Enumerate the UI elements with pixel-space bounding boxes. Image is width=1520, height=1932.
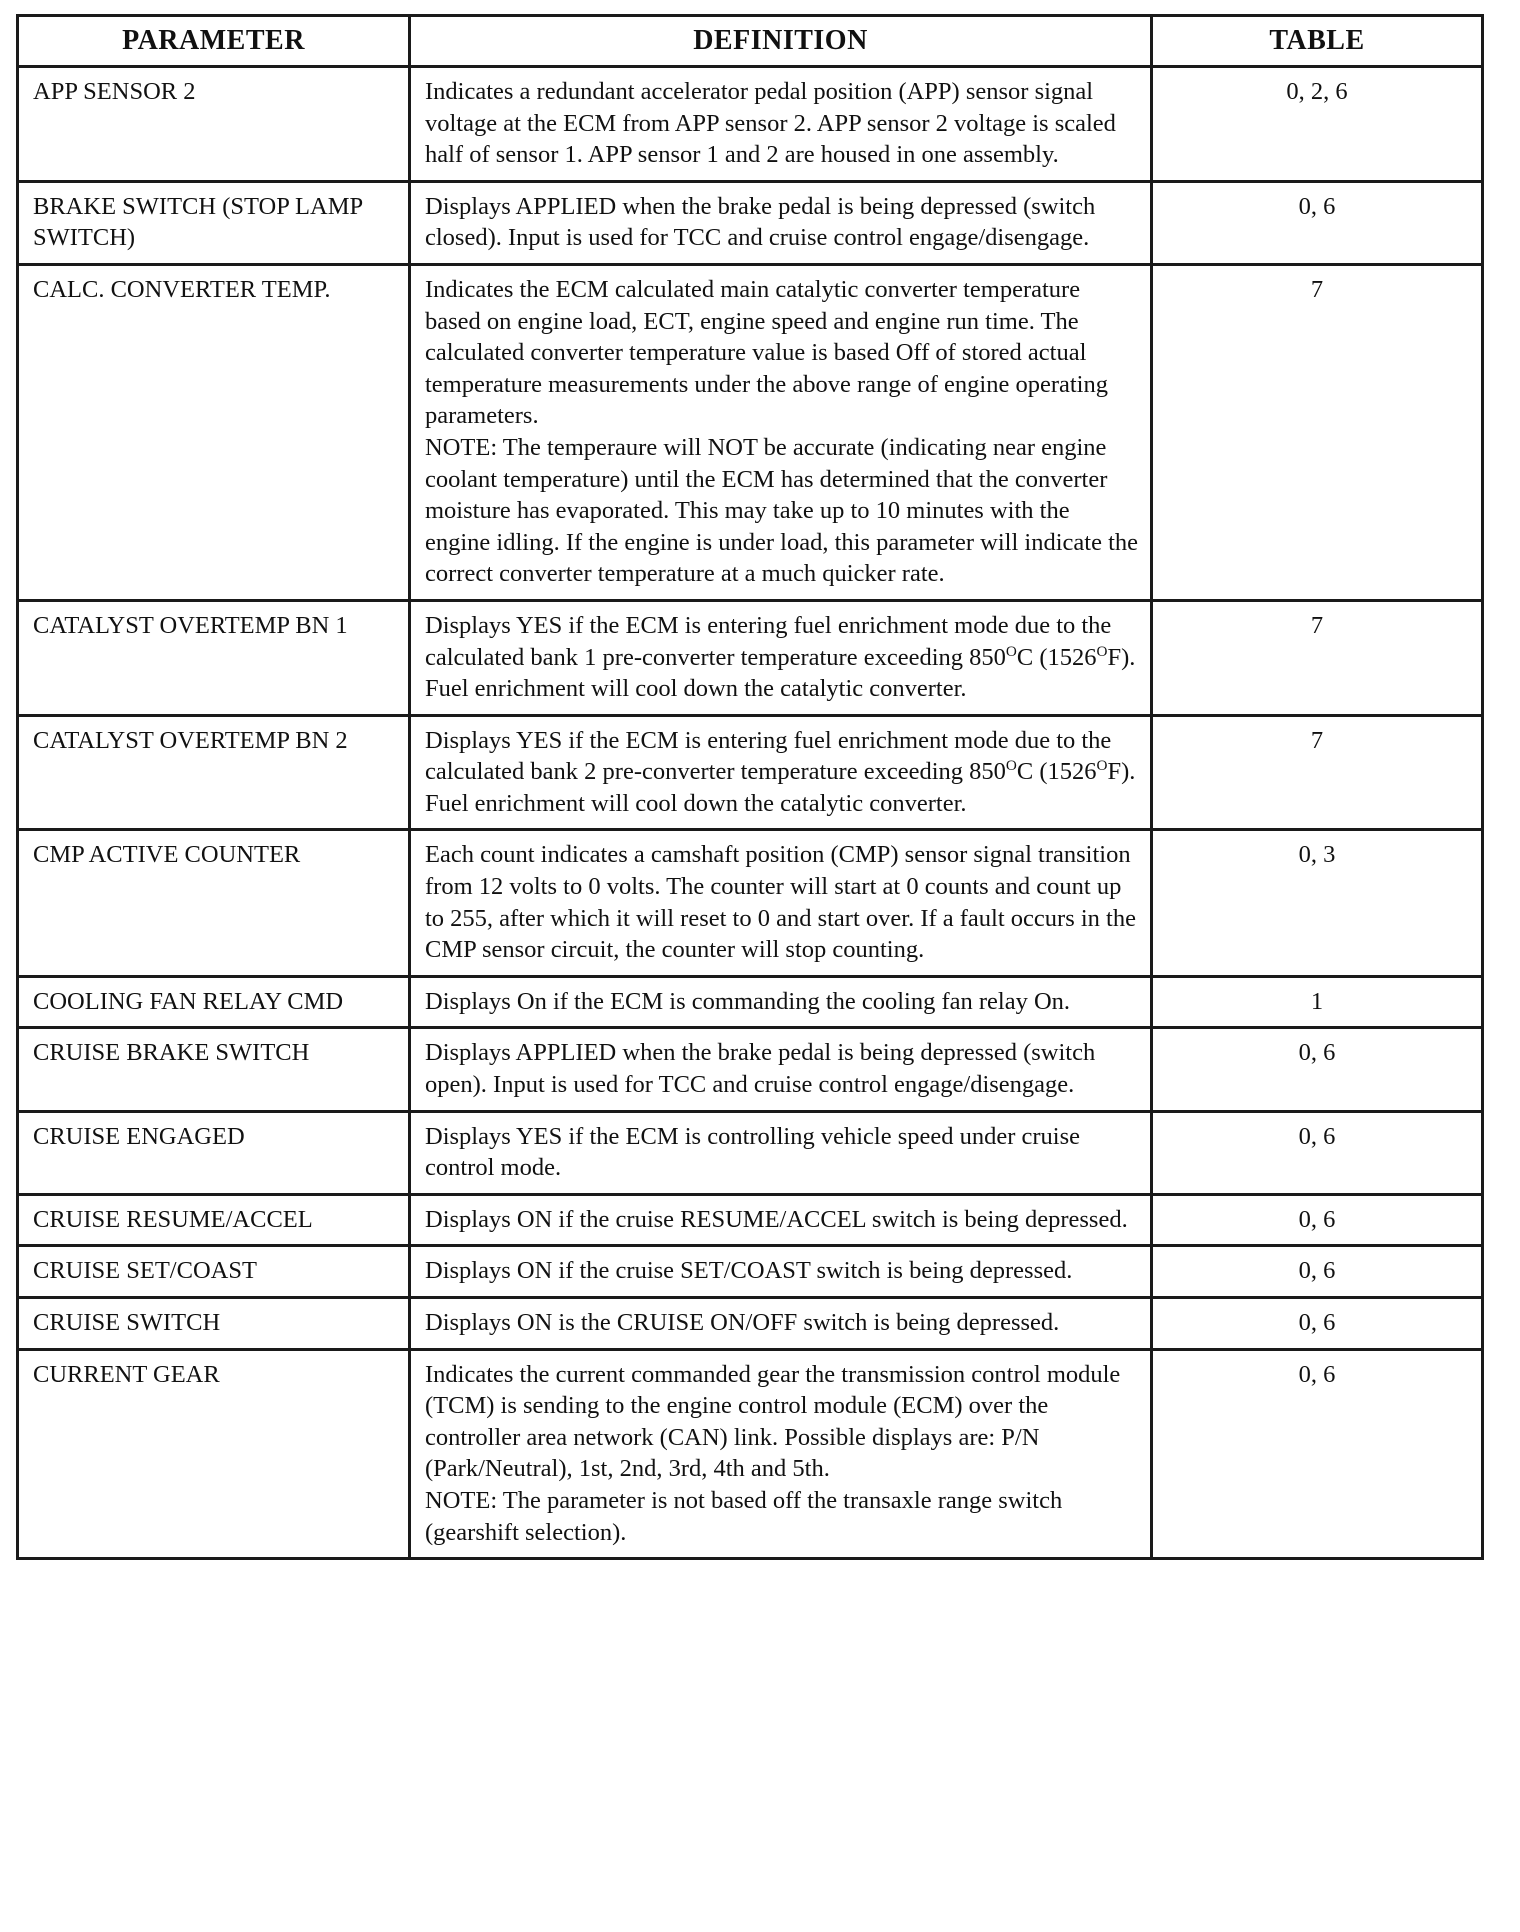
table-cell: 0, 3: [1152, 830, 1483, 976]
definition-text: Displays ON if the cruise SET/COAST switch is being depressed.: [425, 1257, 1073, 1285]
definition-note: NOTE: The parameter is not based off the transaxle range switch (gearshift selection).: [425, 1486, 1063, 1546]
definition-text: Indicates the ECM calculated main catalytic converter temperature based on engine load, ECT, engine speed and engine run time. The calculated converter temperature value is based Off of stored actual temperature measurements under the above range of engine operating parameters.: [425, 275, 1108, 430]
definition-cell: [410, 1111, 1152, 1194]
definition-text: Displays ON if the cruise RESUME/ACCEL switch is being depressed.: [425, 1205, 1128, 1233]
table-row: [18, 830, 1483, 976]
header-row: [18, 16, 1483, 67]
definition-text: Indicates a redundant accelerator pedal position (APP) sensor signal voltage at the ECM from APP sensor 2. APP sensor 2 voltage is scaled half of sensor 1. APP sensor 1 and 2 are housed in one assembly.: [425, 78, 1116, 169]
definition-cell: [410, 976, 1152, 1028]
table-cell: 7: [1152, 264, 1483, 600]
definition-cell: [410, 264, 1152, 600]
degree-symbol: O: [1005, 757, 1017, 775]
definition-cell: [410, 181, 1152, 264]
table-cell: 7: [1152, 715, 1483, 830]
table-cell: 0, 6: [1152, 1349, 1483, 1559]
definition-text: Displays APPLIED when the brake pedal is being depressed (switch closed). Input is used for TCC and cruise control engage/disengage.: [425, 192, 1096, 252]
table-row: [18, 181, 1483, 264]
parameter-cell: APP SENSOR 2: [18, 67, 410, 182]
parameter-cell: CATALYST OVERTEMP BN 1: [18, 600, 410, 715]
table-row: [18, 600, 1483, 715]
table-row: [18, 1246, 1483, 1298]
definition-text: Displays On if the ECM is commanding the cooling fan relay On.: [425, 987, 1071, 1015]
definition-cell: [410, 830, 1152, 976]
header-definition: DEFINITION: [410, 16, 1152, 67]
header-table: TABLE: [1152, 16, 1483, 67]
parameter-cell: COOLING FAN RELAY CMD: [18, 976, 410, 1028]
degree-symbol: O: [1096, 642, 1108, 660]
definition-cell: [410, 1246, 1152, 1298]
table-row: [18, 715, 1483, 830]
table-row: [18, 1111, 1483, 1194]
table-row: [18, 1298, 1483, 1350]
table-row: [18, 1194, 1483, 1246]
parameter-cell: CALC. CONVERTER TEMP.: [18, 264, 410, 600]
table-row: [18, 1028, 1483, 1111]
table-cell: 0, 6: [1152, 181, 1483, 264]
definition-text: Displays ON is the CRUISE ON/OFF switch is being depressed.: [425, 1309, 1060, 1336]
definition-text: Each count indicates a camshaft position (CMP) sensor signal transition from 12 volts to 0 volts. The counter will start at 0 counts and count up to 255, after which it will reset to 0 and start over. If a fault occurs in the CMP sensor circuit, the counter will stop counting.: [425, 841, 1136, 964]
parameter-cell: CRUISE SET/COAST: [18, 1246, 410, 1298]
parameter-cell: CURRENT GEAR: [18, 1349, 410, 1559]
definition-cell: Displays YES if the ECM is entering fuel enrichment mode due to the calculated bank 2 pre-converter temperature exceeding $850^OC$ $(1526^OF)$. Fuel enrichment will cool down the catalytic converter.: [410, 715, 1152, 830]
degree-symbol: O: [1096, 757, 1108, 775]
definition-cell: [410, 1298, 1152, 1350]
table-cell: 0, 6: [1152, 1298, 1483, 1350]
table-cell: 0, 6: [1152, 1246, 1483, 1298]
parameter-cell: BRAKE SWITCH (STOP LAMP SWITCH): [18, 181, 410, 264]
degree-symbol: O: [1005, 642, 1017, 660]
header-parameter: PARAMETER: [18, 16, 410, 67]
parameter-cell: CRUISE SWITCH: [18, 1298, 410, 1350]
definition-cell: [410, 1028, 1152, 1111]
table-cell: 0, 6: [1152, 1028, 1483, 1111]
table-row: [18, 976, 1483, 1028]
parameter-cell: CRUISE BRAKE SWITCH: [18, 1028, 410, 1111]
definition-note: NOTE: The temperaure will NOT be accurate (indicating near engine coolant temperature) until the ECM has determined that the converter moisture has evaporated. This may take up to 10 minutes with the engine idling. If the engine is under load, this parameter will indicate the correct converter temperature at a much quicker rate.: [425, 433, 1139, 588]
definition-cell: [410, 1194, 1152, 1246]
table-row: [18, 264, 1483, 600]
table-row: [18, 1349, 1483, 1559]
definition-cell: [410, 1349, 1152, 1559]
definition-text: Displays YES if the ECM is controlling vehicle speed under cruise control mode.: [425, 1122, 1081, 1182]
definition-text: Indicates the current commanded gear the transmission control module (TCM) is sending to the engine control module (ECM) over the controller area network (CAN) link. Possible displays are: P/N (Park/Neutral), 1st, 2nd, 3rd, 4th and 5th.: [425, 1360, 1121, 1483]
parameter-cell: CATALYST OVERTEMP BN 2: [18, 715, 410, 830]
table-cell: 1: [1152, 976, 1483, 1028]
parameter-cell: CMP ACTIVE COUNTER: [18, 830, 410, 976]
parameter-table: [16, 14, 1484, 1560]
definition-text: Displays APPLIED when the brake pedal is being depressed (switch open). Input is used for TCC and cruise control engage/disengage.: [425, 1039, 1096, 1099]
table-cell: 0, 6: [1152, 1111, 1483, 1194]
parameter-cell: CRUISE ENGAGED: [18, 1111, 410, 1194]
definition-cell: Displays YES if the ECM is entering fuel enrichment mode due to the calculated bank 1 pre-converter temperature exceeding $850^OC$ $(1526^OF)$. Fuel enrichment will cool down the catalytic converter.: [410, 600, 1152, 715]
table-row: [18, 67, 1483, 182]
table-cell: 7: [1152, 600, 1483, 715]
table-cell: 0, 2, 6: [1152, 67, 1483, 182]
table-cell: 0, 6: [1152, 1194, 1483, 1246]
definition-cell: [410, 67, 1152, 182]
parameter-cell: CRUISE RESUME/ACCEL: [18, 1194, 410, 1246]
